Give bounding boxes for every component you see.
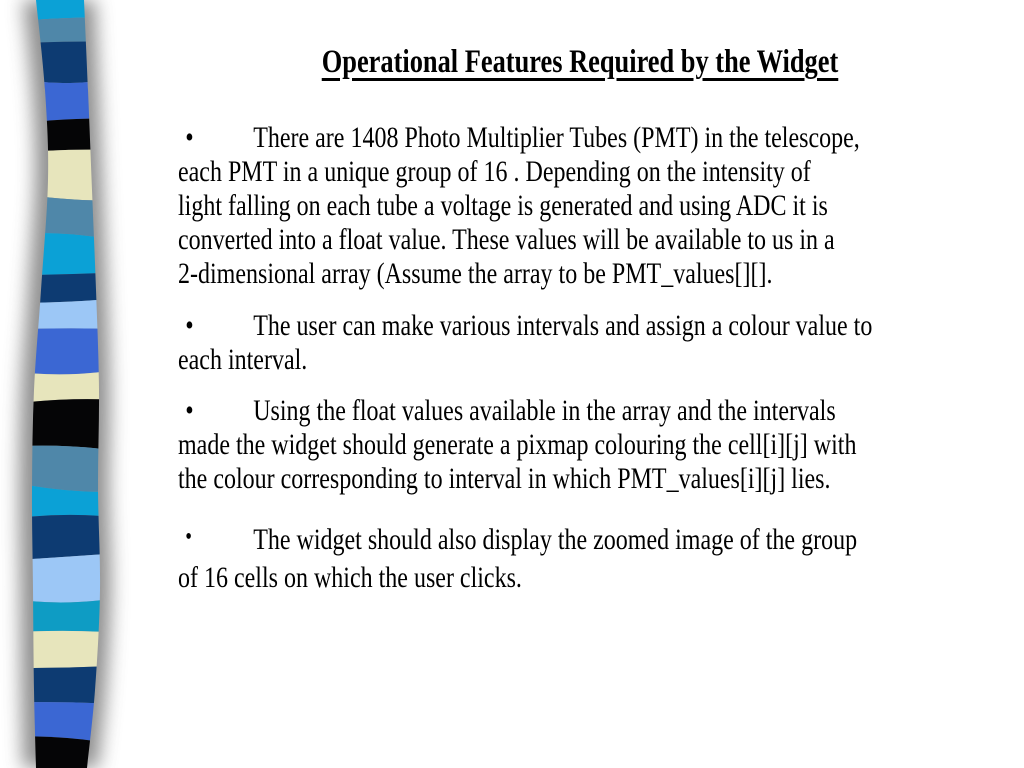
text-line: made the widget should generate a pixmap colouring the cell[i][j] with <box>178 428 857 461</box>
bullet-marker: • <box>185 394 194 427</box>
bullet-marker: • <box>185 524 192 550</box>
text-line: converted into a float value. These values will be available to us in a <box>178 223 835 256</box>
bullet-item <box>178 394 982 496</box>
slide-content <box>178 0 982 597</box>
text-line: The widget should also display the zoomed image of the group <box>253 523 858 556</box>
slide-title: Operational Features Required by the Widget <box>321 44 839 80</box>
text-line: each PMT in a unique group of 16 . Depending on the intensity of <box>178 155 811 188</box>
bullet-item <box>178 309 982 377</box>
bullet-item <box>178 121 982 291</box>
text-line: of 16 cells on which the user clicks. <box>178 561 522 594</box>
ribbon-decoration <box>0 0 160 768</box>
text-line: the colour corresponding to interval in which PMT_values[i][j] lies. <box>178 462 831 495</box>
text-line: The user can make various intervals and assign a colour value to <box>253 309 873 342</box>
text-line: Using the float values available in the array and the intervals <box>253 394 836 427</box>
text-line: There are 1408 Photo Multiplier Tubes (PMT) in the telescope, <box>253 121 860 154</box>
text-line: each interval. <box>178 343 308 376</box>
bullet-item <box>178 521 982 597</box>
bullet-marker: • <box>185 309 194 342</box>
text-line: light falling on each tube a voltage is generated and using ADC it is <box>178 189 828 222</box>
text-line: 2-dimensional array (Assume the array to be PMT_values[][]. <box>178 257 773 290</box>
bullet-marker: • <box>185 121 194 154</box>
